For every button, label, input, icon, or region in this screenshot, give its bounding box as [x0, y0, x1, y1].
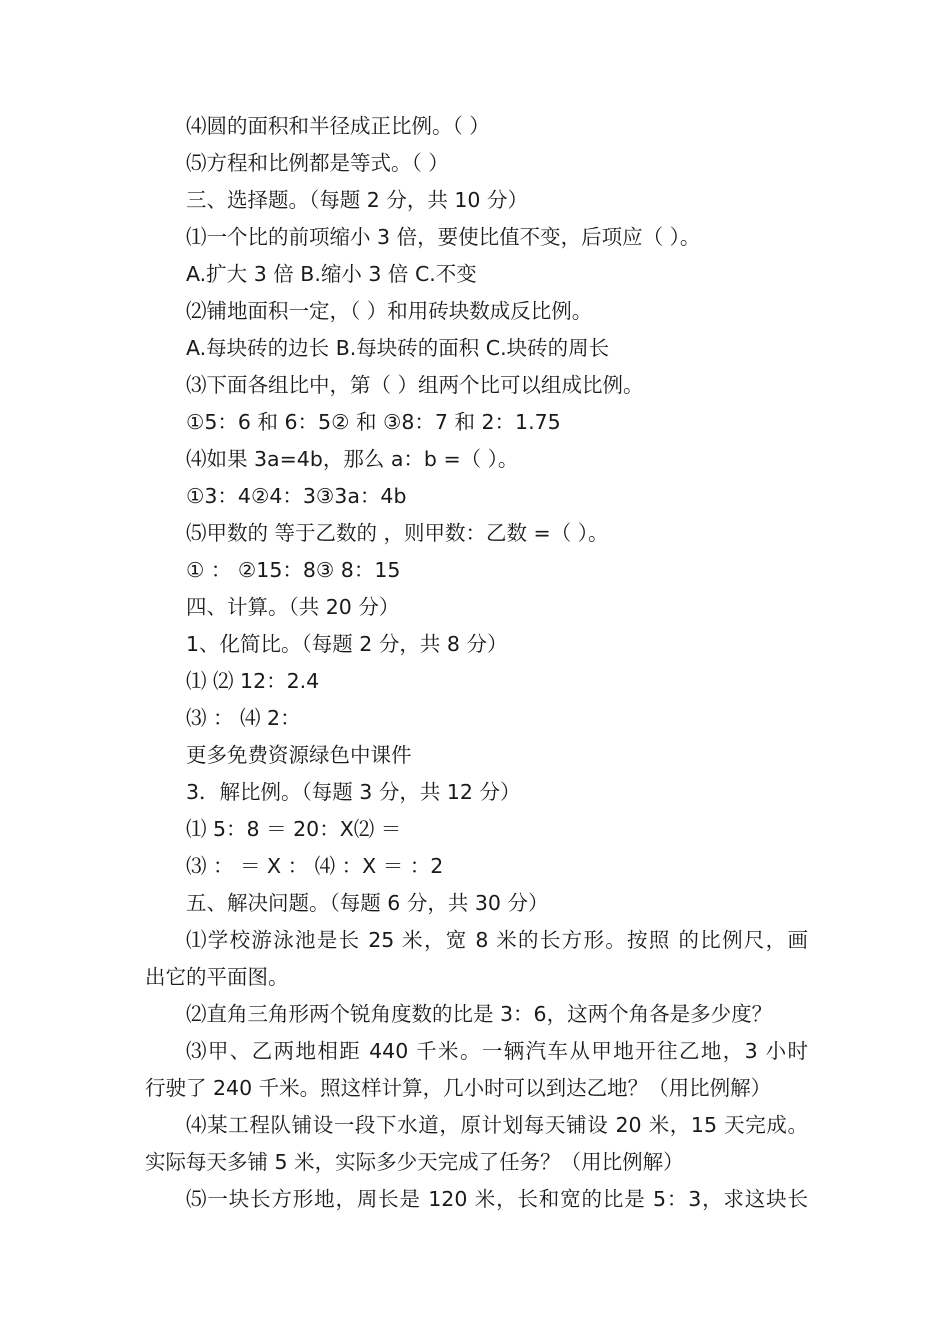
problem-4-line-2: 实际每天多铺 5 米，实际多少天完成了任务？（用比例解） [145, 1150, 684, 1174]
choice-question-3: ⑶下面各组比中，第（ ）组两个比可以组成比例。 [186, 373, 644, 397]
simplify-items-1-2: ⑴ ⑵ 12：2.4 [186, 669, 320, 693]
watermark-text: 更多免费资源绿色中课件 [186, 743, 412, 767]
choice-options-5: ① ： ②15：8③ 8：15 [186, 558, 401, 582]
choice-question-4: ⑷如果 3a=4b，那么 a：b =（ ）。 [186, 447, 519, 471]
problem-2: ⑵直角三角形两个锐角度数的比是 3：6，这两个角各是多少度？ [186, 1002, 773, 1026]
subsection-simplify: 1、化简比。（每题 2 分，共 8 分） [186, 632, 508, 656]
problem-4-line-1: ⑷某工程队铺设一段下水道，原计划每天铺设 20 米，15 天完成。 [186, 1113, 808, 1137]
judge-item-4: ⑷圆的面积和半径成正比例。（ ） [186, 114, 490, 138]
problem-1-line-2: 出它的平面图。 [145, 965, 289, 989]
choice-options-3: ①5：6 和 6：5② 和 ③8：7 和 2：1.75 [186, 410, 561, 434]
simplify-items-3-4: ⑶ ： ⑷ 2： [186, 706, 301, 730]
choice-question-1: ⑴一个比的前项缩小 3 倍，要使比值不变，后项应（ ）。 [186, 225, 701, 249]
proportion-items-3-4: ⑶ ： ＝ X ： ⑷ ：X ＝ ：2 [186, 854, 444, 878]
problem-5-line-1: ⑸一块长方形地，周长是 120 米，长和宽的比是 5：3，求这块长 [186, 1187, 808, 1211]
choice-question-5: ⑸甲数的 等于乙数的 ，则甲数：乙数 =（ ）。 [186, 521, 609, 545]
choice-question-2: ⑵铺地面积一定，（ ）和用砖块数成反比例。 [186, 299, 593, 323]
section-heading-problems: 五、解决问题。（每题 6 分，共 30 分） [186, 891, 549, 915]
choice-options-1: A.扩大 3 倍 B.缩小 3 倍 C.不变 [186, 262, 477, 286]
subsection-solve-proportion: 3．解比例。（每题 3 分，共 12 分） [186, 780, 521, 804]
proportion-items-1-2: ⑴ 5：8 ＝ 20：X⑵ ＝ [186, 817, 402, 841]
problem-3-line-1: ⑶甲、乙两地相距 440 千米。一辆汽车从甲地开往乙地，3 小时 [186, 1039, 808, 1063]
problem-1-line-1: ⑴学校游泳池是长 25 米，宽 8 米的长方形。按照 的比例尺，画 [186, 928, 808, 952]
choice-options-2: A.每块砖的边长 B.每块砖的面积 C.块砖的周长 [186, 336, 610, 360]
choice-options-4: ①3：4②4：3③3a：4b [186, 484, 407, 508]
section-heading-calc: 四、计算。（共 20 分） [186, 595, 400, 619]
section-heading-choice: 三、选择题。（每题 2 分，共 10 分） [186, 188, 528, 212]
judge-item-5: ⑸方程和比例都是等式。（ ） [186, 151, 449, 175]
problem-3-line-2: 行驶了 240 千米。照这样计算，几小时可以到达乙地？（用比例解） [145, 1076, 772, 1100]
